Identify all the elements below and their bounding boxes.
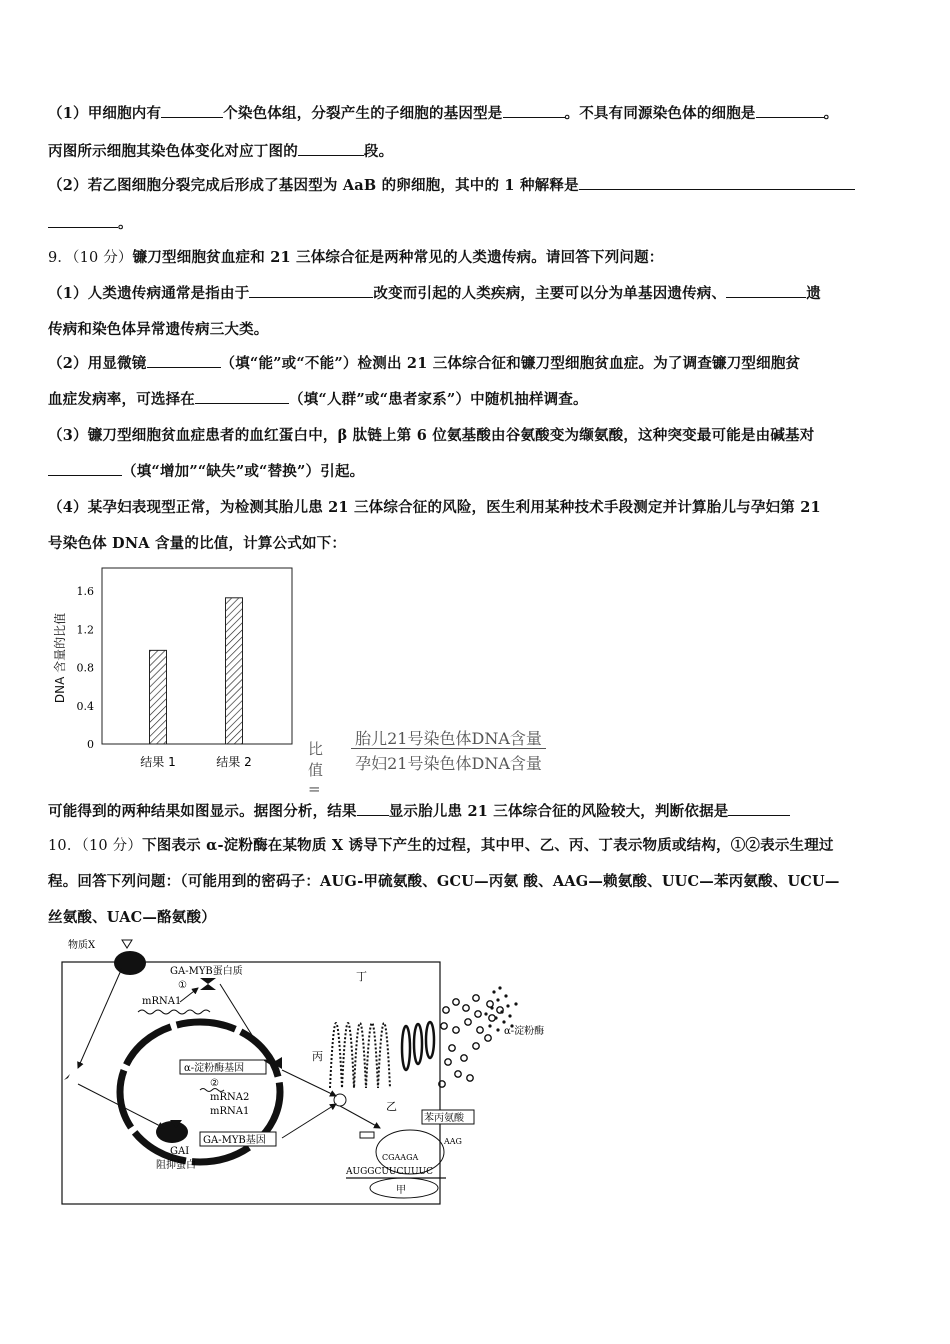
text: 程。回答下列问题：（可能用到的密码子：AUG-甲硫氨酸、GCU—丙氨 酸、AAG—赖氨酸、UUC—苯丙氨酸、UCU— [48, 873, 840, 890]
mrna1-bottom-label: mRNA1 [210, 1106, 250, 1117]
q8-part1-line2 [48, 140, 393, 161]
amylase-molecule [504, 994, 507, 997]
repressor-label: 阻抑蛋白 [156, 1160, 196, 1171]
ratio-bar-chart [48, 562, 300, 774]
q9-part2-line1 [48, 352, 800, 373]
answer-blank[interactable] [357, 803, 389, 816]
step-1-label: ① [178, 980, 187, 991]
q9-conclusion [48, 800, 790, 821]
answer-blank[interactable] [48, 215, 118, 228]
bar-2 [226, 598, 243, 744]
amylase-molecule [492, 990, 495, 993]
amylase-molecule [494, 1016, 497, 1019]
golgi-cisterna [402, 1026, 410, 1070]
y-tick-label: 1.6 [76, 585, 94, 599]
signal-molecule-icon [64, 1074, 70, 1080]
vesicle [475, 1011, 481, 1017]
text: 丝氨酸、UAC—酪氨酸） [48, 909, 216, 926]
ding-label: 丁 [356, 970, 367, 983]
amylase-output-label: α-淀粉酶 [504, 1026, 545, 1037]
mrna-export-arrow-2 [282, 1104, 336, 1138]
gai-label: GAI [170, 1146, 190, 1157]
amylase-molecule [490, 1006, 493, 1009]
anticodon-1-label: CGAAGA [382, 1153, 419, 1162]
y-tick-label: 1.2 [76, 623, 94, 637]
jia-label: 甲 [396, 1185, 406, 1196]
q10-stem-line2 [48, 870, 840, 891]
q9-part4-line2 [48, 532, 346, 553]
text: 改变而引起的人类疾病，主要可以分为单基因遗传病、 [373, 285, 727, 302]
formula-denominator: 孕妇21号染色体DNA含量 [355, 754, 542, 773]
amylase-gene-label: α-淀粉酶基因 [184, 1063, 245, 1074]
golgi-cisterna [414, 1024, 422, 1064]
substance-x-label: 物质X [68, 940, 96, 951]
endoplasmic-reticulum [330, 1023, 390, 1088]
q8-part2-line1 [48, 174, 855, 195]
receptor-icon [114, 951, 146, 975]
ga-myb-protein-label: GA-MYB蛋白质 [170, 966, 243, 977]
amylase-molecule [506, 1004, 509, 1007]
text: 。 [118, 215, 133, 232]
q9-part3-line2 [48, 460, 364, 481]
amylase-molecule [496, 1028, 499, 1031]
text: 遗 [806, 285, 821, 302]
bar-1 [150, 650, 167, 744]
vesicle [467, 1075, 473, 1081]
answer-blank[interactable] [726, 285, 806, 298]
amylase-molecule [488, 1024, 491, 1027]
golgi-cisterna [426, 1022, 434, 1058]
answer-blank[interactable] [147, 355, 221, 368]
answer-blank[interactable] [503, 105, 565, 118]
mrna-sequence-label: AUGGCUUCUUUC [346, 1167, 434, 1177]
y-tick-label: 0.4 [76, 699, 94, 713]
text: （1）甲细胞内有 [48, 105, 162, 122]
x-tick-label: 结果 1 [140, 755, 176, 769]
text: 显示胎儿患 21 三体综合征的风险较大，判断依据是 [388, 803, 729, 820]
substance-x-icon [122, 940, 132, 948]
text: （填“增加”“缺失”或“替换”）引起。 [122, 463, 365, 480]
q9-stem [48, 246, 664, 267]
vesicle [465, 1019, 471, 1025]
text: （填“人群”或“患者家系”）中随机抽样调查。 [289, 391, 588, 408]
vesicle [453, 999, 459, 1005]
trna-box [360, 1132, 374, 1138]
text: 可能得到的两种结果如图显示。据图分析，结果 [48, 803, 357, 820]
answer-blank[interactable] [579, 177, 855, 190]
answer-blank[interactable] [161, 105, 223, 118]
text: （4）某孕妇表现型正常，为检测其胎儿患 21 三体综合征的风险，医生利用某种技术手段测定并计算胎儿与孕妇第 21 [48, 499, 821, 516]
formula-label: 比值= [308, 740, 324, 798]
amylase-molecule [508, 1014, 511, 1017]
text: 。不具有同源染色体的细胞是 [564, 105, 756, 122]
vesicle [441, 1023, 447, 1029]
text: （3）镰刀型细胞贫血症患者的血红蛋白中，β 肽链上第 6 位氨基酸由谷氨酸变为缬氨酸，这种突变最可能是由碱基对 [48, 427, 815, 444]
fraction-bar [351, 748, 546, 749]
y-axis-label: DNA 含量的比值 [53, 612, 67, 704]
vesicle [487, 1001, 493, 1007]
answer-blank[interactable] [298, 143, 364, 156]
mrna1-strand [138, 1010, 210, 1014]
vesicle [461, 1055, 467, 1061]
text: （填“能”或“不能”）检测出 21 三体综合征和镰刀型细胞贫血症。为了调查镰刀型细胞贫 [220, 355, 801, 372]
vesicle [485, 1035, 491, 1041]
vesicle [455, 1071, 461, 1077]
vesicle [463, 1005, 469, 1011]
text: 丙图所示细胞其染色体变化对应丁图的 [48, 143, 298, 160]
vesicle [489, 1015, 495, 1021]
ga-myb-protein-icon [200, 978, 216, 990]
bing-label: 丙 [312, 1050, 323, 1063]
text: （2）用显微镜 [48, 355, 147, 372]
q10-stem-line3 [48, 906, 216, 927]
q10-stem-line1 [48, 834, 834, 855]
answer-blank[interactable] [48, 463, 122, 476]
question-number: 10．（10 分） [48, 838, 143, 854]
vesicle [473, 995, 479, 1001]
signal-arrow-1 [78, 968, 122, 1068]
amylase-molecule [498, 986, 501, 989]
question-number: 9．（10 分） [48, 250, 133, 266]
text: 传病和染色体异常遗传病三大类。 [48, 321, 269, 338]
y-tick-label: 0 [87, 738, 94, 751]
q8-part2-line2 [48, 212, 133, 233]
text: （1）人类遗传病通常是指由于 [48, 285, 250, 302]
q9-part4-line1 [48, 496, 821, 517]
text: 镰刀型细胞贫血症和 21 三体综合征是两种常见的人类遗传病。请回答下列问题： [132, 249, 664, 266]
vesicle [473, 1043, 479, 1049]
phe-label: 苯丙氨酸 [424, 1113, 464, 1124]
vesicle [477, 1027, 483, 1033]
text: 号染色体 DNA 含量的比值，计算公式如下： [48, 535, 347, 552]
q9-part3-line1 [48, 424, 814, 445]
q8-part1-line1 [48, 102, 838, 123]
text: 下图表示 α-淀粉酶在某物质 X 诱导下产生的过程，其中甲、乙、丙、丁表示物质或结构，①②表示生理过 [142, 837, 834, 854]
amylase-molecule [496, 998, 499, 1001]
text: 段。 [363, 143, 394, 160]
vesicle [443, 1007, 449, 1013]
vesicle [445, 1059, 451, 1065]
yi-label: 乙 [386, 1100, 397, 1113]
plot-frame [102, 568, 292, 744]
amylase-molecule [502, 1020, 505, 1023]
answer-blank[interactable] [249, 285, 373, 298]
answer-blank[interactable] [728, 803, 790, 816]
amylase-molecule [484, 1012, 487, 1015]
mrna1-top-label: mRNA1 [142, 996, 182, 1007]
mrna-export-arrow [282, 1070, 336, 1096]
text: 血症发病率，可选择在 [48, 391, 195, 408]
gai-repressor-icon [156, 1121, 188, 1143]
y-tick-label: 0.8 [76, 661, 94, 675]
text: （2）若乙图细胞分裂完成后形成了基因型为 AaB 的卵细胞，其中的 1 种解释是 [48, 177, 579, 194]
mrna2-label: mRNA2 [210, 1092, 250, 1103]
q9-part1-line1 [48, 282, 821, 303]
amylase-induction-diagram [60, 938, 560, 1210]
vesicle [449, 1045, 455, 1051]
amylase-molecule [500, 1010, 503, 1013]
amylase-molecule [514, 1002, 517, 1005]
ga-myb-gene-label: GA-MYB基因 [203, 1135, 266, 1146]
zoom-arrow [340, 1106, 380, 1128]
x-tick-label: 结果 2 [216, 755, 252, 769]
text: 个染色体组，分裂产生的子细胞的基因型是 [223, 105, 503, 122]
step-2-label: ② [210, 1078, 219, 1089]
vesicle [453, 1027, 459, 1033]
anticodon-2-label: AAG [444, 1137, 462, 1146]
formula-numerator: 胎儿21号染色体DNA含量 [355, 729, 542, 748]
q9-part2-line2 [48, 388, 588, 409]
text: 。 [823, 105, 839, 122]
answer-blank[interactable] [756, 105, 824, 118]
q9-part1-line2 [48, 318, 269, 339]
answer-blank[interactable] [195, 391, 289, 404]
